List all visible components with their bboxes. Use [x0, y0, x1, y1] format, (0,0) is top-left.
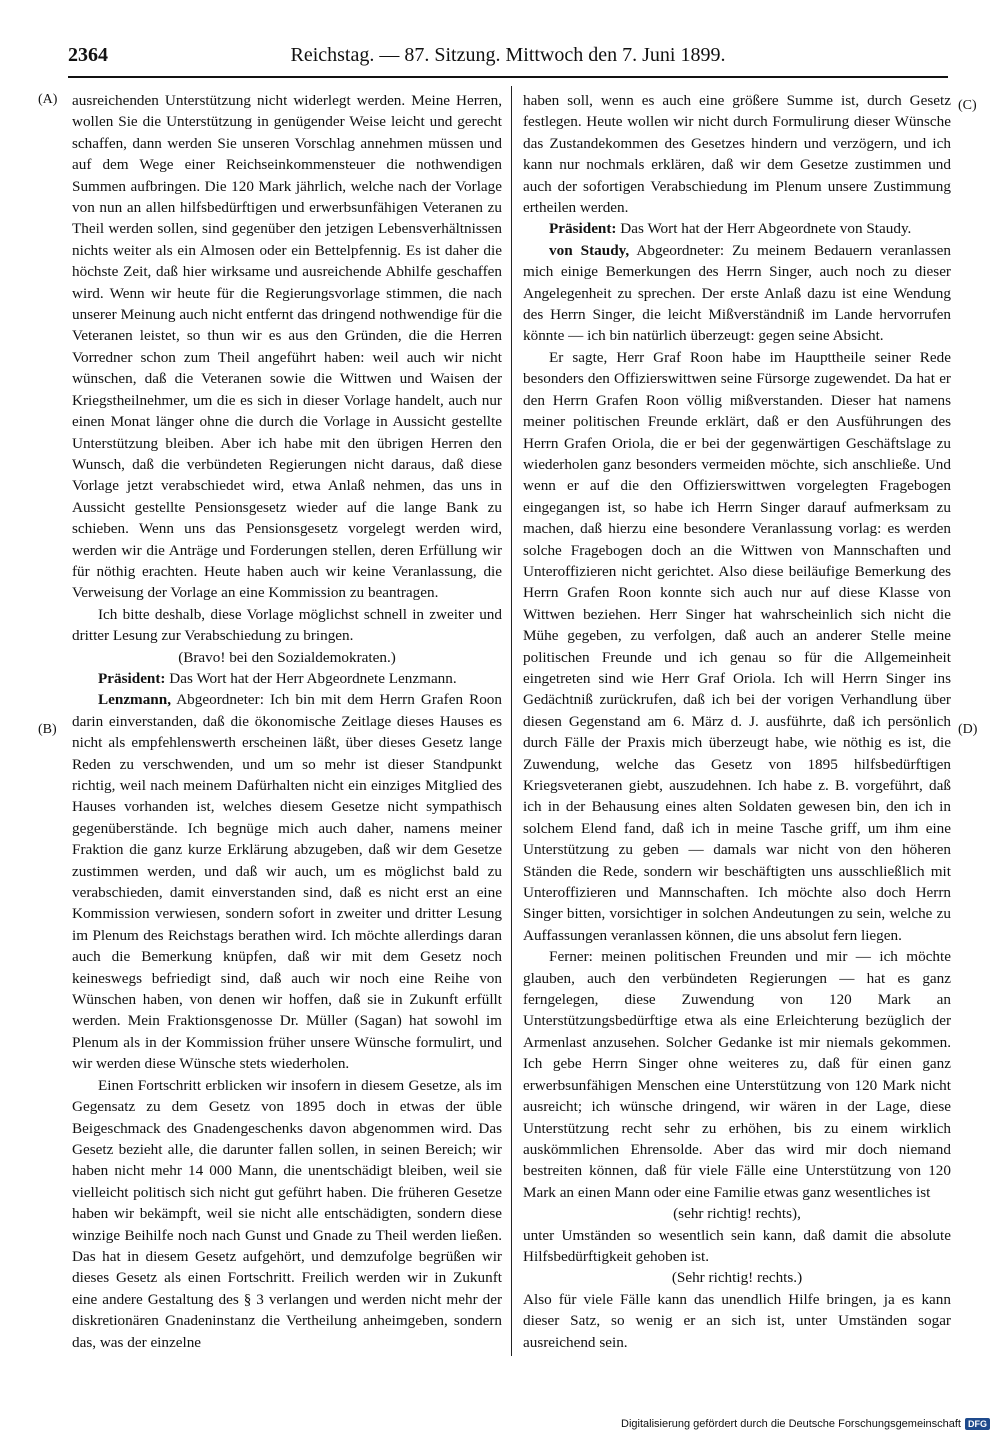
- left-column: [72, 90, 502, 1353]
- speech-text: Abgeordneter: Ich bin mit dem Herrn Grafen Roon darin einverstanden, daß die ökonomische Zeitlage dieses Hauses es nicht als empfehlenswerth erscheinen läßt, über dieses Gesetz lange Reden zu verschwenden, und um so mehr ist dieser Standpunkt richtig, weil nach meinem Dafürhalten nicht ein einziges Mitglied des Hauses vorhanden ist, welches diesem Gesetze nicht sympathisch gegenüberstände. Ich begnüge mich auch daher, namens meiner Fraktion die ganz kurze Erklärung abzugeben, daß wir dem Gesetze zustimmen werden, und daß wir auch, um es möglichst bald zu verabschieden, damit einverstanden sind, daß es nicht erst an eine Kommission verwiesen, sondern sofort in zweiter und dritter Lesung im Plenum des Reichstags berathen wird. Ich möchte allerdings daran auch die Bemerkung knüpfen, daß wir mit dem Gesetz noch keineswegs befriedigt sind, daß auch wir noch eine Reihe von Wünschen haben, von denen wir hoffen, daß sie in Zukunft erfüllt werden. Mein Fraktionsgenosse Dr. Müller (Sagan) hat sowohl im Plenum als in der Kommission früher unsere Wünsche formulirt, und wir werden diese Wünsche stets wiederholen.: [72, 691, 502, 1073]
- speech-text: Das Wort hat der Herr Abgeordnete Lenzmann.: [165, 669, 457, 687]
- paragraph: ausreichenden Unterstützung nicht widerlegt werden. Meine Herren, wollen Sie die Unterstützung in genügender Weise leicht und gerecht schaffen, dann werden Sie unseren Vorschlag annehmen müssen und auf dem Wege einer Reichseinkommensteuer die nothwendigen Summen aufbringen. Die 120 Mark jährlich, welche nach der Vorlage von nun an allen hilfsbedürftigen und erwerbsunfähigen Veteranen zu Theil werden sollen, sind gegenüber den jetzigen Lebensverhältnissen nichts weiter als ein Almosen oder ein Bettelpfennig. Es ist daher die höchste Zeit, daß hier wirksame und ausreichende Abhilfe geschaffen wird. Wenn wir heute für die Regierungsvorlage stimmen, die nach unserer Meinung auch nicht entfernt das dringend nothwendige für die Veteranen leistet, so thun wir es aus den Gründen, die die Herren Vorredner schon zum Theil angeführt haben: weil auch wir nicht wünschen, daß die Veteranen sowie die Wittwen und Waisen der Kriegstheilnehmer, um die es sich in dieser Vorlage handelt, auch nur einen Monat länger ohne die durch die Vorlage in Aussicht gestellte Unterstützung bleiben. Aber ich habe mit den übrigen Herren den Wunsch, daß die verbündeten Regierungen nicht daraus, daß diese Vorlage jetzt verabschiedet wird, etwa Anlaß nehmen, das uns in Aussicht gestellte Pensionsgesetz wieder auf die lange Bank zu schieben. Wenn uns das Pensionsgesetz vorgelegt werden wird, werden wir die Anträge und Forderungen stellen, deren Erfüllung wir für nöthig erachten. Heute haben auch wir keine Veranlassung, die Verweisung der Vorlage an eine Kommission zu beantragen.: [72, 92, 502, 602]
- paragraph: [72, 689, 502, 1074]
- header-rule: [68, 76, 948, 78]
- speaker-name: Lenzmann,: [98, 691, 171, 709]
- margin-mark-d: (D): [958, 722, 978, 737]
- margin-mark-c: (C): [958, 98, 977, 113]
- page-number: 2364: [68, 44, 108, 66]
- speaker-name: Präsident:: [98, 669, 166, 687]
- paragraph: (sehr richtig! rechts),: [673, 1205, 801, 1223]
- paragraph: [72, 668, 502, 689]
- paragraph: unter Umständen so wesentlich sein kann, daß damit die absolute Hilfsbedürftigkeit gehoben ist.: [523, 1226, 951, 1265]
- page-footer: [570, 1416, 990, 1432]
- speech-text: Abgeordneter: Zu meinem Bedauern veranlassen mich einige Bemerkungen des Herrn Singer, auch noch zu dieser Angelegenheit zu sprechen. Der erste Anlaß dazu ist eine Wendung des Herrn Singer, die leicht Mißverständniß im Lande hervorrufen könnte — ich bin natürlich überzeugt: gegen seine Absicht.: [523, 241, 951, 345]
- margin-mark-b: (B): [38, 722, 57, 737]
- paragraph: Er sagte, Herr Graf Roon habe im Haupttheile seiner Rede besonders den Offizierswittwen seine Fürsorge zugewendet. Da hat er den Herrn Grafen Roon völlig mißverstanden. Dieser hat namens meiner politischen Freunde erklärt, daß er den Ausführungen des Herrn Grafen Oriola, die er bei der gegenwärtigen Geschäftslage zu wiederholen ganz besonders vermeiden möchte, sich anschließe. Und wenn er auf die den Offizierswittwen vorgelegten Fragebogen eingegangen ist, so habe ich Herrn Singer darauf aufmerksam zu machen, daß hierzu eine besondere Veranlassung vorlag: es werden solche Fragebogen doch an die Wittwen von Mannschaften und Unteroffizieren nicht gerichtet. Also diese beiläufige Bemerkung des Herrn Grafen Roon konnte sich auch nur auf diese Klasse von Wittwen beziehen. Herr Singer hat wahrscheinlich sich nicht die Mühe gegeben, zu verfolgen, daß auch an anderer Stelle meine politischen Freunde und ich genau so für die Allgemeinheit eingetreten sind wie Herr Graf Oriola. Ich will Herrn Singer ins Gedächtniß zurückrufen, daß ich bei der vorigen Verhandlung über diesen Gegenstand am 6. März d. J. ausführte, daß ich persönlich durch Fälle der Praxis mich überzeugt habe, wie nöthig es ist, die Zuwendung, welche das Gesetz von 1895 hilfsbedürftigen Kriegsveteranen giebt, auszudehnen. Ich habe z. B. vorgeführt, daß ich in der Behausung eines alten Soldaten gewesen bin, den ich in solchem Elend fand, daß ich in meine Tasche griff, um ihm eine Unterstützung zu geben — damals war nicht von den höheren Ständen die Rede, sondern wir beschäftigten uns ausschließlich mit Unteroffizieren und Mannschaften. Ich möchte also doch Herrn Singer bitten, vorsichtiger in solchen Andeutungen zu sein, welche zu Auffassungen veranlassen können, die uns absolut fern liegen.: [523, 348, 951, 944]
- paragraph: Also für viele Fälle kann das unendlich Hilfe bringen, ja es kann dieser Satz, so wenig er an sich ist, unter Umständen sogar ausreichend sein.: [523, 1290, 951, 1351]
- dfg-logo: DFG: [965, 1418, 990, 1430]
- paragraph: haben soll, wenn es auch eine größere Summe ist, durch Gesetz festlegen. Heute wollen wir nicht durch Formulirung dieser Wünsche das Zustandekommen des Gesetzes hindern und verzögern, und ich kann nur nochmals erklären, daß wir dem Gesetze zustimmen und auch der sofortigen Verabschiedung im Plenum unsere Zustimmung ertheilen werden.: [523, 92, 951, 217]
- page-title: Reichstag. — 87. Sitzung. Mittwoch den 7. Juni 1899.: [290, 44, 726, 66]
- page-header: [68, 44, 948, 74]
- speaker-name: Präsident:: [549, 220, 617, 238]
- paragraph: [523, 218, 951, 239]
- paragraph: Ferner: meinen politischen Freunden und mir — ich möchte glauben, auch den verbündeten Regierungen — hat es ganz ferngelegen, diese Zuwendung von 120 Mark an Unterstützungsbedürftige etwa als eine Erleichterung bezüglich der Armenlast anzusehen. Solcher Gedanke ist mir niemals gekommen. Ich gebe Herrn Singer ohne weiteres zu, daß für einen ganz erwerbsunfähigen Menschen eine Unterstützung von 120 Mark nicht ausreicht; ich wünsche dringend, wir wären in der Lage, diese Unterstützung recht sehr zu erhöhen, bis zu einem wirklich auskömmlichen Ehrensolde. Aber das wird mir doch niemand bestreiten können, daß für viele Fälle eine Unterstützung von 120 Mark an einen Mann oder eine Familie etwas ganz wesentliches ist: [523, 948, 951, 1201]
- speech-text: Das Wort hat der Herr Abgeordnete von Staudy.: [616, 220, 912, 238]
- footer-credit: Digitalisierung gefördert durch die Deutsche Forschungsgemeinschaft: [621, 1418, 961, 1430]
- paragraph: Ich bitte deshalb, diese Vorlage möglichst schnell in zweiter und dritter Lesung zur Verabschiedung zu bringen.: [72, 605, 502, 645]
- margin-mark-a: (A): [38, 92, 58, 107]
- paragraph: (Bravo! bei den Sozialdemokraten.): [178, 648, 396, 666]
- paragraph: [523, 240, 951, 347]
- column-divider: [511, 86, 512, 1356]
- paragraph: Einen Fortschritt erblicken wir insofern in diesem Gesetze, als im Gegensatz zu dem Gesetz von 1895 doch in etwas der üble Beigeschmack des Gnadengeschenks davon abgenommen wird. Das Gesetz bezieht alle, die darunter fallen sollen, in seinen Bereich; wir haben nicht mehr 14 000 Mann, die unentschädigt bleiben, weil sie vielleicht politisch sich nicht gut geführt haben. Die früheren Gesetze haben wir bekämpft, weil sie nicht alle entschädigten, sondern diese winzige Beihilfe noch nach Gunst und Gnade zu Theil werden ließen. Das hat in diesem Gesetz aufgehört, und demzufolge begrüßen wir dieses Gesetz als einen Fortschritt. Freilich werden wir in Zukunft eine andere Gestaltung des § 3 verlangen und werden nicht mehr der diskretionären Gnadeninstanz die Vertheilung anheimgeben, sondern das, was der einzelne: [72, 1076, 502, 1351]
- speaker-name: von Staudy,: [549, 241, 630, 259]
- paragraph: (Sehr richtig! rechts.): [671, 1269, 803, 1287]
- right-column: [523, 90, 951, 1353]
